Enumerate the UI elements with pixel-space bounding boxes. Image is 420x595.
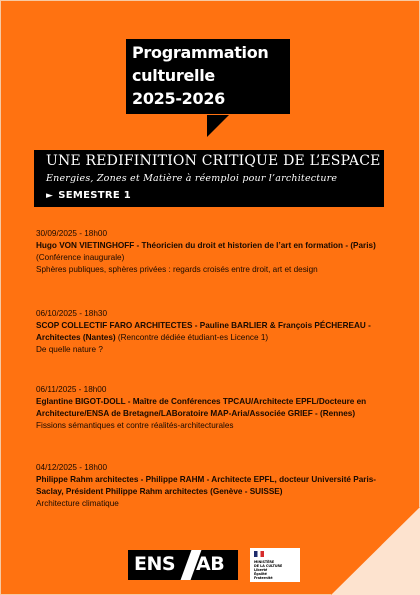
ministry-logo-text: MINISTÈRE DE LA CULTURE Liberté Égalité Fraternité <box>254 560 283 580</box>
event-speaker: Hugo VON VIETINGHOFF - Théoricien du droit et historien de l’art en formation - (Paris) <box>36 241 376 250</box>
event-item <box>36 384 386 432</box>
theme-title: UNE REDIFINITION CRITIQUE DE L’ESPACE <box>46 153 381 169</box>
ministry-culture-logo <box>250 548 300 582</box>
ensab-logo-left: ENS <box>134 553 176 575</box>
event-note: (Rencontre dédiée étudiant-es Licence 1) <box>115 333 269 342</box>
event-speaker: Eglantine BIGOT-DOLL - Maître de Conférences TPCAU/Architecte EPFL/Docteure en Architecture/ENSA de Bretagne/LABoratoire MAP-Aria/Associée GRIEF - (Rennes) <box>36 397 367 418</box>
event-topic: Fissions sémantiques et contre réalités-architecturales <box>36 421 234 430</box>
program-title <box>126 39 290 114</box>
theme-banner <box>34 150 384 207</box>
event-date: 04/12/2025 - 18h00 <box>36 463 108 472</box>
title-line-2: culturelle <box>132 66 215 85</box>
theme-subtitle: Energies, Zones et Matière à réemploi pour l’architecture <box>46 173 338 184</box>
event-item <box>36 308 386 356</box>
event-date: 30/09/2025 - 18h00 <box>36 229 108 238</box>
ensab-logo <box>128 550 238 580</box>
event-topic: De quelle nature ? <box>36 345 103 354</box>
title-line-3: 2025-2026 <box>132 89 226 108</box>
play-arrow-icon: ► <box>46 191 54 201</box>
semester-label <box>46 188 372 204</box>
event-topic: Sphères publiques, sphères privées : regards croisés entre droit, art et design <box>36 265 318 274</box>
event-topic: Architecture climatique <box>36 499 119 508</box>
ensab-logo-right: AB <box>196 553 225 575</box>
event-note: (Conférence inaugurale) <box>36 253 125 262</box>
title-line-1: Programmation <box>132 43 269 62</box>
event-item <box>36 228 386 276</box>
folded-corner-shadow <box>331 507 420 595</box>
event-item <box>36 462 386 510</box>
event-date: 06/11/2025 - 18h00 <box>36 385 107 394</box>
marianne-flag-icon <box>254 551 264 557</box>
speech-bubble-tail <box>207 115 229 137</box>
semester-text: SEMESTRE 1 <box>58 190 132 201</box>
event-date: 06/10/2025 - 18h30 <box>36 309 108 318</box>
event-speaker: SCOP COLLECTIF FARO ARCHITECTES - Pauline BARLIER & François PÉCHEREAU - Architectes (Nantes) <box>36 321 371 342</box>
event-speaker: Philippe Rahm architectes - Philippe RAHM - Architecte EPFL, docteur Université Paris-Saclay, Président Philippe Rahm architectes (Genève - SUISSE) <box>36 475 377 496</box>
